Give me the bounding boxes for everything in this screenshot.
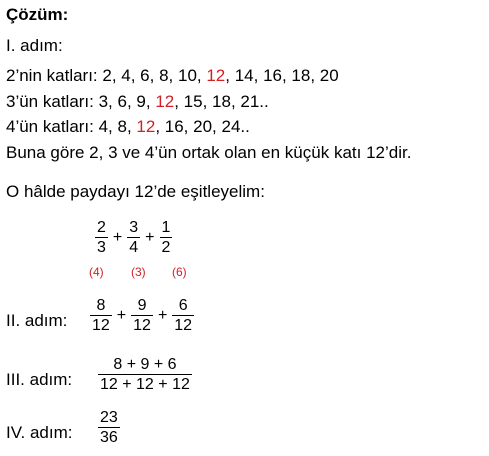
fraction	[172, 296, 194, 335]
lcm-highlight: 12	[206, 66, 226, 85]
fraction	[98, 408, 120, 447]
denominator: 12 + 12 + 12	[100, 376, 190, 393]
multiples-of-3	[6, 92, 269, 112]
fraction	[131, 296, 153, 335]
multiples-of-2	[6, 66, 339, 86]
denominator: 2	[161, 239, 171, 256]
instruction-text: O hâlde paydayı 12’de eşitleyelim:	[6, 182, 265, 201]
fraction	[160, 218, 173, 257]
numerator: 6	[178, 297, 188, 314]
multiples-prefix: 4’ün katları: 4, 8,	[6, 117, 137, 136]
multiples-of-4	[6, 117, 250, 137]
fraction	[98, 355, 192, 394]
multiples-suffix: , 14, 16, 18, 20	[225, 66, 339, 85]
plus-sign: +	[112, 228, 123, 246]
numerator: 23	[100, 409, 118, 426]
step2-label: II. adım:	[6, 311, 68, 330]
numerator: 8 + 9 + 6	[113, 356, 177, 373]
step4-label: IV. adım:	[6, 423, 73, 442]
denominator: 12	[174, 317, 193, 334]
multiples-suffix: , 16, 20, 24..	[155, 117, 250, 136]
denominator: 12	[133, 317, 151, 334]
multiples-suffix: , 15, 18, 21..	[174, 92, 269, 111]
lcm-conclusion: Buna göre 2, 3 ve 4’ün ortak olan en küçük katı 12’dir.	[6, 143, 412, 162]
denominator: 36	[100, 429, 118, 446]
lcm-highlight: 12	[155, 92, 175, 111]
step3-fraction	[98, 355, 192, 394]
numerator: 2	[97, 219, 106, 236]
expansion-multiplier: (4)	[89, 265, 104, 279]
numerator: 3	[129, 219, 139, 236]
solution-title: Çözüm:	[6, 5, 69, 24]
plus-sign: +	[116, 306, 127, 324]
multiples-prefix: 2’nin katları: 2, 4, 6, 8, 10,	[6, 66, 207, 85]
expansion-multiplier: (3)	[131, 265, 146, 279]
numerator: 1	[161, 219, 171, 236]
step4-fraction	[98, 408, 120, 447]
expansion-multiplier: (6)	[172, 265, 187, 279]
lcm-highlight: 12	[136, 117, 156, 136]
denominator: 12	[92, 317, 110, 334]
fraction	[90, 296, 112, 335]
denominator: 3	[97, 239, 106, 256]
fraction	[95, 218, 108, 257]
numerator: 8	[96, 297, 106, 314]
numerator: 9	[137, 297, 147, 314]
step2-fractions	[90, 296, 194, 335]
step1-label: I. adım:	[6, 36, 63, 55]
original-fractions	[95, 218, 172, 257]
fraction	[127, 218, 140, 257]
plus-sign: +	[157, 306, 168, 324]
multiples-prefix: 3’ün katları: 3, 6, 9,	[6, 92, 156, 111]
denominator: 4	[129, 239, 139, 256]
step3-label: III. adım:	[6, 370, 73, 389]
plus-sign: +	[145, 228, 155, 246]
